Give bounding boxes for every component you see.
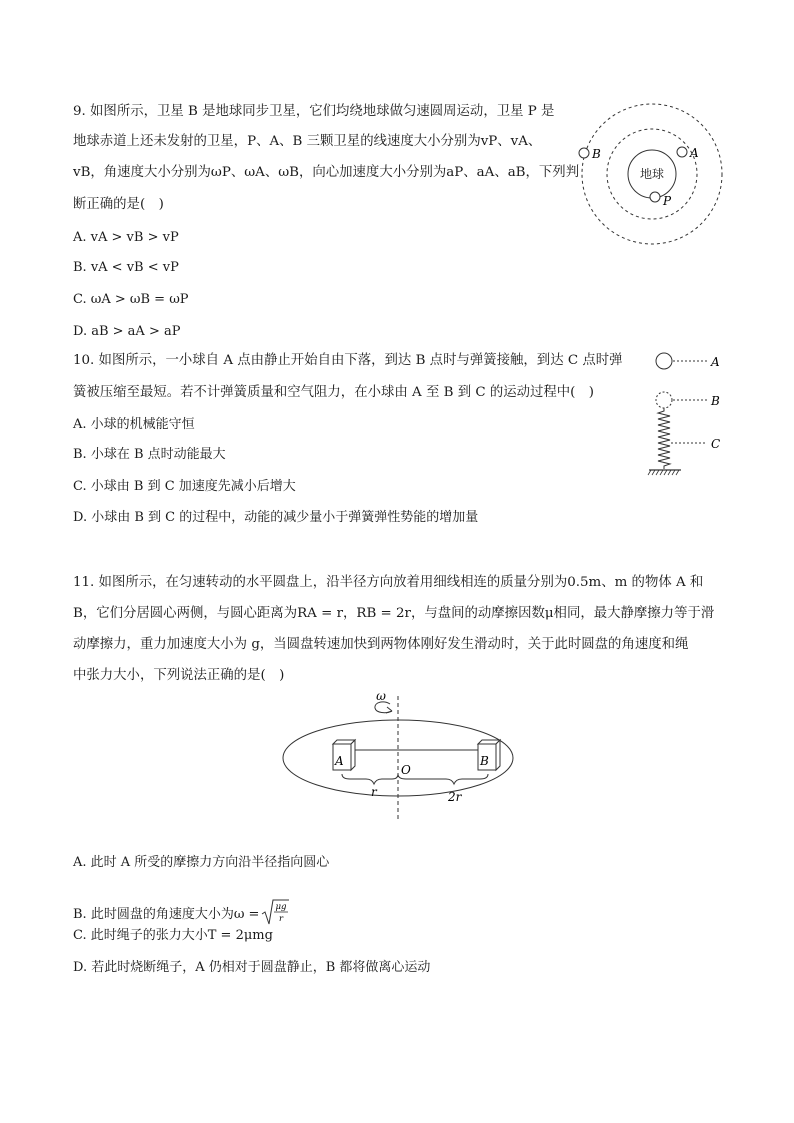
- q9-option-d: D. aB > aA > aP: [73, 324, 181, 339]
- label-b: B: [592, 147, 601, 161]
- q10-option-d: D. 小球由 B 到 C 的过程中，动能的减少量小于弹簧弹性势能的增加量: [73, 510, 479, 525]
- q11-option-c: C. 此时绳子的张力大小T = 2μmg: [73, 928, 273, 943]
- q9-option-a: A. vA > vB > vP: [73, 230, 179, 245]
- label-b: B: [711, 394, 720, 408]
- q11-text-line-4: 中张力大小，下列说法正确的是( ): [73, 668, 285, 683]
- q10-option-a: A. 小球的机械能守恒: [73, 417, 195, 432]
- earth-label: 地球: [639, 167, 665, 181]
- q9-text-line-1: 9. 如图所示，卫星 B 是地球同步卫星，它们均绕地球做匀速圆周运动，卫星 P 是: [73, 104, 555, 119]
- q9-orbit-figure: [575, 94, 735, 254]
- brace-r: [342, 774, 398, 784]
- q10-text-line-2: 簧被压缩至最短。若不计弹簧质量和空气阻力，在小球由 A 至 B 到 C 的运动过程中( ): [73, 385, 595, 400]
- q10-option-b: B. 小球在 B 点时动能最大: [73, 447, 226, 462]
- q11-text-line-3: 动摩擦力，重力加速度大小为 g，当圆盘转速加快到两物体刚好发生滑动时，关于此时圆盘的角速度和绳: [73, 637, 689, 652]
- label-a: A: [335, 754, 344, 768]
- satellite-a: [677, 147, 687, 157]
- q10-spring-figure: [645, 348, 735, 488]
- label-b: B: [480, 754, 489, 768]
- formula-numerator: μg: [275, 902, 287, 912]
- q9-option-c: C. ωA > ωB = ωP: [73, 292, 189, 307]
- label-o: O: [401, 763, 411, 777]
- q9-text-line-2: 地球赤道上还未发射的卫星，P、A、B 三颗卫星的线速度大小分别为vP、vA、: [73, 134, 542, 149]
- formula-denominator: r: [279, 914, 284, 924]
- satellite-b: [579, 148, 589, 158]
- label-a: A: [690, 146, 699, 160]
- spring: [658, 408, 670, 469]
- q11-option-a: A. 此时 A 所受的摩擦力方向沿半径指向圆心: [73, 855, 330, 870]
- q9-option-b: B. vA < vB < vP: [73, 260, 179, 275]
- q11-text-line-2: B，它们分居圆心两侧，与圆心距离为RA = r，RB = 2r，与盘间的动摩擦因数μ相同，最大静摩擦力等于滑: [73, 606, 715, 621]
- ball-at-a: [656, 353, 672, 369]
- sqrt-formula: [261, 898, 289, 926]
- q10-option-c: C. 小球由 B 到 C 加速度先减小后增大: [73, 479, 296, 494]
- q9-text-line-3: vB，角速度大小分别为ωP、ωA、ωB，向心加速度大小分别为aP、aA、aB，下列判: [73, 165, 580, 180]
- label-a: A: [711, 355, 720, 369]
- label-c: C: [711, 437, 721, 451]
- q11-disk-figure: [278, 688, 518, 823]
- label-r: r: [371, 785, 377, 799]
- rotation-arrow: [375, 702, 392, 713]
- label-p: P: [663, 194, 672, 208]
- q9-text-line-4: 断正确的是( ): [73, 197, 164, 212]
- omega-label: ω: [376, 689, 386, 703]
- satellite-p: [650, 192, 660, 202]
- q11-text-line-1: 11. 如图所示，在匀速转动的水平圆盘上，沿半径方向放着用细线相连的质量分别为0.5m、m 的物体 A 和: [73, 575, 704, 590]
- q11-option-d: D. 若此时烧断绳子，A 仍相对于圆盘静止，B 都将做离心运动: [73, 960, 431, 975]
- q11-option-b-text: B. 此时圆盘的角速度大小为ω =: [73, 907, 260, 922]
- ball-at-b: [656, 392, 672, 408]
- brace-2r: [398, 774, 488, 784]
- q10-text-line-1: 10. 如图所示，一小球自 A 点由静止开始自由下落，到达 B 点时与弹簧接触，到达 C 点时弹: [73, 353, 623, 368]
- q11-option-b: [73, 890, 287, 924]
- label-2r: 2r: [448, 790, 462, 804]
